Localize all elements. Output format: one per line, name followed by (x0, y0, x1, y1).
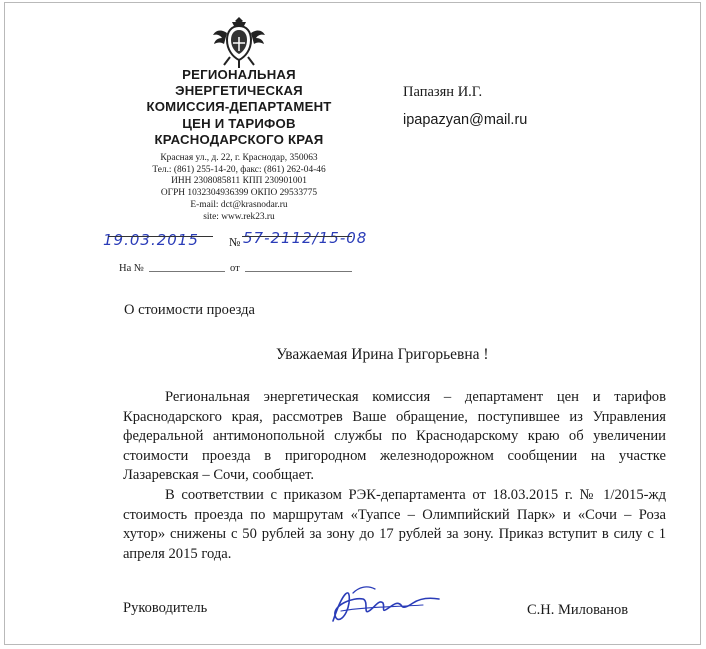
organization-line: КОМИССИЯ-ДЕПАРТАМЕНТ (146, 99, 332, 115)
body-paragraph: В соответствии с приказом РЭК-департамента от 18.03.2015 г. № 1/2015-жд стоимость проезда по маршрутам «Туапсе – Олимпийский Парк» и «Сочи – Роза хутор» снижены с 50 рублей за зону до 17 рублей за зону. Приказ вступит в силу с 1 апреля 2015 года. (123, 486, 666, 562)
date-underline (108, 236, 213, 237)
letter-subject: О стоимости проезда (124, 302, 255, 318)
recipient-email: ipapazyan@mail.ru (403, 112, 528, 128)
number-label: № (229, 235, 241, 249)
reply-number-line (149, 271, 225, 272)
number-underline (242, 236, 352, 237)
contact-phone: Тел.: (861) 255-14-20, факс: (861) 262-04-46 (152, 164, 326, 175)
contact-inn: ИНН 2308085811 КПП 230901001 (171, 176, 307, 187)
contact-email: E-mail: dct@krasnodar.ru (190, 199, 288, 210)
signer-title: Руководитель (123, 600, 208, 616)
organization-line: ЭНЕРГЕТИЧЕСКАЯ (175, 83, 303, 99)
letter-body (123, 388, 666, 564)
organization-line: ЦЕН И ТАРИФОВ (182, 115, 296, 131)
organization-contacts (125, 153, 353, 223)
letter-greeting: Уважаемая Ирина Григорьевна ! (276, 346, 489, 363)
reply-date-line (245, 271, 352, 272)
organization-line: КРАСНОДАРСКОГО КРАЯ (154, 131, 324, 147)
handwritten-number: 57-2112/15-08 (243, 229, 368, 247)
recipient-name: Папазян И.Г. (403, 84, 483, 100)
letter-page (4, 2, 701, 645)
handwritten-date: 19.03.2015 (103, 231, 199, 249)
reply-date-label: от (230, 263, 240, 274)
contact-address: Красная ул., д. 22, г. Краснодар, 350063 (160, 153, 318, 163)
organization-line: РЕГИОНАЛЬНАЯ (182, 67, 296, 82)
contact-ogrn: ОГРН 1032304936399 ОКПО 29533775 (160, 188, 318, 199)
handwritten-signature (323, 581, 443, 629)
coat-of-arms-emblem (210, 13, 268, 69)
organization-name (123, 67, 355, 148)
reply-number-label: На № (119, 263, 144, 274)
body-paragraph: Региональная энергетическая комиссия – департамент цен и тарифов Краснодарского края, рассмотрев Ваше обращение, поступившее из Управления федеральной антимонопольной службы по Краснодарскому краю об увеличении стоимости проезда в пригородном железнодорожном сообщении на участке Лазаревская – Сочи, сообщает. (123, 389, 666, 484)
signer-name: С.Н. Милованов (527, 602, 629, 618)
contact-site: site: www.rek23.ru (203, 211, 275, 222)
